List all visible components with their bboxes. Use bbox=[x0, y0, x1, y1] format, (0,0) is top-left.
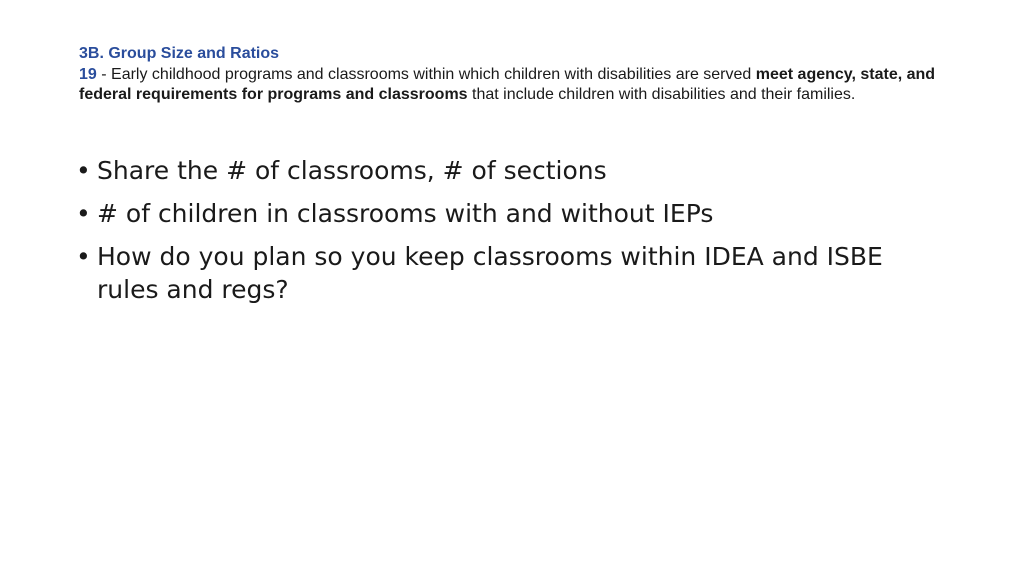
bullet-dot-icon: • bbox=[76, 199, 91, 228]
bullet-item bbox=[76, 154, 946, 187]
bullet-dot-icon: • bbox=[76, 156, 91, 185]
section-title: 3B. Group Size and Ratios bbox=[79, 45, 280, 62]
standard-number: 19 bbox=[79, 65, 97, 83]
bullet-item bbox=[76, 240, 946, 306]
bullet-text: # of children in classrooms with and without IEPs bbox=[97, 199, 714, 228]
bullet-dot-icon: • bbox=[76, 242, 91, 271]
bullet-text: Share the # of classrooms, # of sections bbox=[97, 156, 607, 185]
standard-text-part2: that include children with disabilities and their families. bbox=[467, 86, 856, 103]
bullet-text: How do you plan so you keep classrooms within IDEA and ISBE rules and regs? bbox=[97, 242, 883, 304]
standard-text-part1: - Early childhood programs and classrooms within which children with disabilities are served bbox=[96, 65, 756, 83]
standard-header bbox=[79, 44, 949, 106]
bullet-item bbox=[76, 197, 946, 230]
standard-text-bold: meet agency, state, and federal requirements for programs and classrooms bbox=[79, 65, 936, 103]
bullet-list bbox=[76, 154, 946, 316]
